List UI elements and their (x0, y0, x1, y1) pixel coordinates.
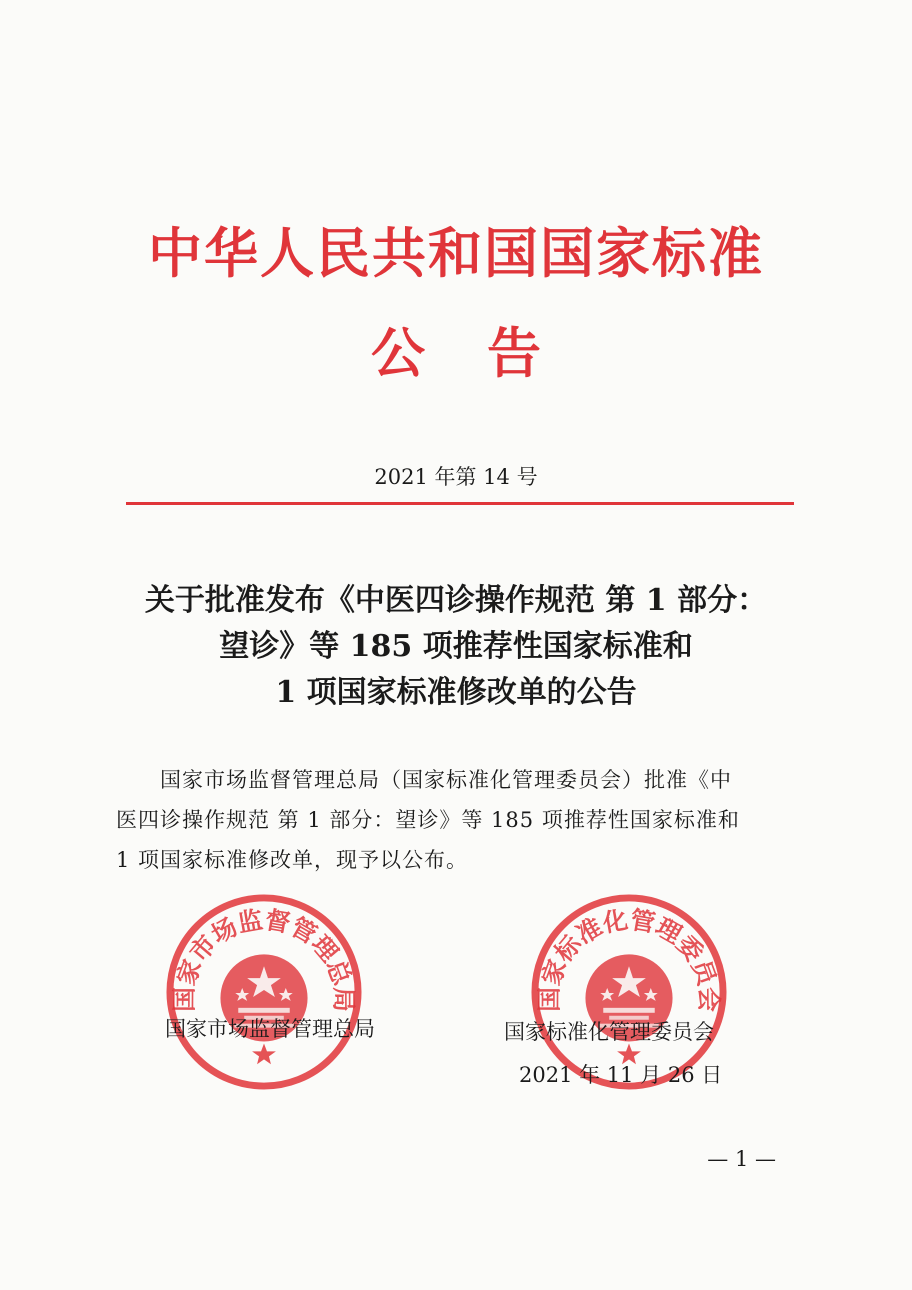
page-number: — 1 — (707, 1147, 776, 1171)
seal-right-lettering: 国家标准化管理委员会 (534, 904, 724, 1012)
notice-title-line-1: 关于批准发布《中医四诊操作规范 第 1 部分： (144, 583, 768, 618)
signer-left: 国家市场监督管理总局 (165, 1017, 375, 1041)
notice-title-line-2: 望诊》等 185 项推荐性国家标准和 (219, 629, 693, 664)
signature-date: 2021 年 11 月 26 日 (519, 1063, 723, 1087)
notice-title (60, 578, 852, 716)
document-header-title: 中华人民共和国国家标准 (148, 221, 764, 285)
body-line-3: 1 项国家标准修改单，现予以公布。 (116, 848, 469, 872)
red-divider-line (126, 502, 794, 505)
notice-title-line-3: 1 项国家标准修改单的公告 (275, 675, 637, 710)
seal-left-lettering: 国家市场监督管理总局 (169, 904, 359, 1012)
notice-body (116, 760, 816, 880)
signer-right: 国家标准化管理委员会 (504, 1020, 714, 1044)
samr-official-seal-icon (165, 893, 363, 1091)
body-line-2: 医四诊操作规范 第 1 部分：望诊》等 185 项推荐性国家标准和 (116, 808, 740, 832)
body-line-1: 国家市场监督管理总局（国家标准化管理委员会）批准《中 (160, 768, 732, 792)
document-header-subtitle: 公告 (371, 321, 603, 385)
document-number: 2021 年第 14 号 (374, 465, 538, 489)
